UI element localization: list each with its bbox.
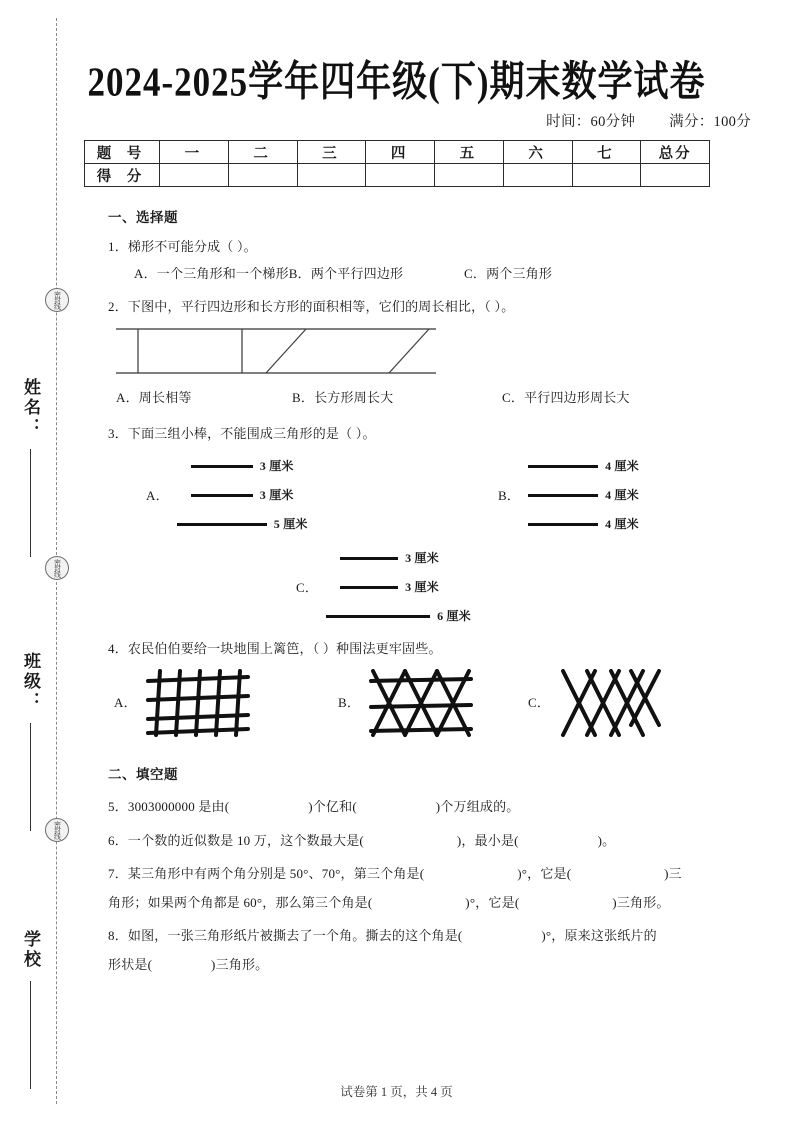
question-5 xyxy=(108,797,718,817)
question-1-option-c[interactable]: C．两个三角形 xyxy=(464,265,553,281)
question-7-line-2-prefix: 角形；如果两个角都是 60°，那么第三个角是( xyxy=(108,894,373,910)
stick-bar-icon xyxy=(528,465,598,468)
student-school-field[interactable] xyxy=(18,930,43,1089)
stick-b-3-label: 4 厘米 xyxy=(605,517,639,532)
stick-a-3-label: 5 厘米 xyxy=(273,517,308,532)
stick-group-c[interactable] xyxy=(296,549,471,625)
exam-meta-info xyxy=(546,110,751,131)
stick-c-2-label: 3 厘米 xyxy=(405,580,439,595)
question-4 xyxy=(108,639,718,747)
zigzag-lattice-fence-icon xyxy=(559,669,663,737)
stick-b-3 xyxy=(528,515,639,533)
stick-c-3-label: 6 厘米 xyxy=(437,609,471,624)
seal-stamp-icon: 密封线 xyxy=(45,556,69,580)
fence-option-a[interactable] xyxy=(114,669,250,737)
stick-bar-icon xyxy=(191,465,253,468)
question-1-options xyxy=(134,264,718,284)
stick-a-1 xyxy=(191,457,308,475)
question-8-line-1-suffix: )°，原来这张纸片的 xyxy=(541,928,657,943)
stick-c-3 xyxy=(326,607,471,625)
student-name-writing-line[interactable] xyxy=(30,449,31,557)
stick-bar-icon xyxy=(191,494,253,497)
question-4-figure-row xyxy=(108,665,718,747)
student-class-label: 班级： xyxy=(21,652,40,712)
score-cell-4[interactable] xyxy=(366,164,435,187)
stick-group-c-letter: C． xyxy=(296,579,319,595)
score-table-col-2: 二 xyxy=(228,141,297,164)
question-8-line-2-prefix: 形状是( xyxy=(108,956,153,972)
student-school-writing-line[interactable] xyxy=(30,981,31,1089)
stick-group-a-letter: A． xyxy=(146,487,169,503)
student-name-field[interactable] xyxy=(18,378,43,557)
stick-a-2 xyxy=(191,486,308,504)
question-7-line-2-mid: )°，它是( xyxy=(465,894,520,910)
question-2-option-a[interactable]: A．周长相等 xyxy=(116,390,192,406)
grid-fence-icon xyxy=(146,669,250,737)
question-2-options xyxy=(116,388,718,408)
page-title: 2024-2025学年四年级(下)期末数学试卷 xyxy=(87,58,706,105)
section-heading-choice: 一、选择题 xyxy=(108,210,178,225)
stick-group-b[interactable] xyxy=(498,457,639,533)
question-2-text: 2．下图中，平行四边形和长方形的面积相等，它们的周长相比，（ ）。 xyxy=(108,299,515,315)
student-name-label: 姓名： xyxy=(21,378,40,438)
question-3-text: 3．下面三组小棒，不能围成三角形的是（ ）。 xyxy=(108,425,376,441)
question-8-line-1-prefix: 8．如图，一张三角形纸片被撕去了一个角。撕去的这个角是( xyxy=(108,928,463,943)
question-2-figure xyxy=(116,327,718,381)
question-5-suffix: )个万组成的。 xyxy=(435,799,520,814)
stick-b-2-label: 4 厘米 xyxy=(605,488,639,503)
score-table-col-3: 三 xyxy=(297,141,366,164)
fence-option-c[interactable] xyxy=(528,669,663,737)
stick-c-2 xyxy=(340,578,471,596)
stick-bar-icon xyxy=(528,494,598,497)
rectangle-parallelogram-strip-icon xyxy=(116,327,436,375)
question-2-option-b[interactable]: B．长方形周长大 xyxy=(292,390,394,406)
score-table-col-5: 五 xyxy=(435,141,504,164)
stick-bar-icon xyxy=(326,615,430,618)
table-row-scores xyxy=(85,164,710,187)
question-7-line-2 xyxy=(108,893,718,913)
question-7-line-2-suffix: )三角形。 xyxy=(612,894,670,910)
stick-bar-icon xyxy=(528,523,598,526)
question-7-line-1-suffix: )三 xyxy=(664,866,682,881)
question-6-prefix: 6．一个数的近似数是 10 万，这个数最大是( xyxy=(108,832,364,848)
question-6-suffix: )。 xyxy=(597,832,616,848)
section-heading-fill-blank: 二、填空题 xyxy=(108,766,178,782)
student-class-field[interactable] xyxy=(18,652,43,831)
question-2 xyxy=(108,297,718,408)
fence-option-b[interactable] xyxy=(338,669,473,737)
question-2-option-c[interactable]: C．平行四边形周长大 xyxy=(502,390,630,406)
fence-option-c-letter: C． xyxy=(528,695,551,710)
score-table-col-4: 四 xyxy=(366,141,435,164)
page-footer: 试卷第 1 页，共 4 页 xyxy=(340,1085,453,1099)
score-table-col-7: 七 xyxy=(572,141,641,164)
question-6 xyxy=(108,831,718,851)
score-table-col-6: 六 xyxy=(503,141,572,164)
sealing-line-margin xyxy=(0,0,90,1122)
stick-b-1 xyxy=(528,457,639,475)
question-1-text: 1．梯形不可能分成（ ）。 xyxy=(108,239,257,255)
question-3-figure-row-2 xyxy=(108,549,718,625)
score-cell-3[interactable] xyxy=(297,164,366,187)
fence-option-a-letter: A． xyxy=(114,695,137,710)
question-1-option-ab[interactable]: A．一个三角形和一个梯形B．两个平行四边形 xyxy=(134,265,404,281)
score-cell-5[interactable] xyxy=(435,164,504,187)
stick-c-1 xyxy=(340,549,471,567)
seal-stamp-icon: 密封线 xyxy=(45,818,69,842)
score-table-col-total: 总分 xyxy=(641,141,710,164)
stick-c-1-label: 3 厘米 xyxy=(405,551,439,566)
stick-a-3 xyxy=(177,515,308,533)
question-4-text: 4．农民伯伯要给一块地围上篱笆，（ ）种围法更牢固些。 xyxy=(108,641,442,657)
question-1 xyxy=(108,237,718,283)
score-cell-2[interactable] xyxy=(228,164,297,187)
question-7 xyxy=(108,864,718,912)
question-7-line-1-mid: )°，它是( xyxy=(517,866,572,881)
student-school-label: 学校 xyxy=(21,930,40,970)
stick-b-2 xyxy=(528,486,639,504)
score-cell-6[interactable] xyxy=(503,164,572,187)
question-7-line-1-prefix: 7．某三角形中有两个角分别是 50°、70°，第三个角是( xyxy=(108,866,425,881)
score-table xyxy=(84,140,710,187)
question-8 xyxy=(108,926,718,974)
student-class-writing-line[interactable] xyxy=(30,723,31,831)
score-cell-7[interactable] xyxy=(572,164,641,187)
stick-bar-icon xyxy=(340,586,398,589)
stick-a-2-label: 3 厘米 xyxy=(259,488,294,503)
stick-bar-icon xyxy=(340,557,398,560)
seal-stamp-icon: 密封线 xyxy=(45,288,69,312)
stick-b-1-label: 4 厘米 xyxy=(605,459,639,474)
score-table-col-1: 一 xyxy=(160,141,229,164)
cross-braced-fence-icon xyxy=(369,669,473,737)
stick-group-b-letter: B． xyxy=(498,487,521,503)
stick-bar-icon xyxy=(177,523,267,526)
exam-body xyxy=(108,208,718,984)
exam-total-score: 满分：100分 xyxy=(669,114,751,130)
score-cell-total[interactable] xyxy=(641,164,710,187)
score-table-row-label: 得 分 xyxy=(85,164,160,187)
question-8-line-2 xyxy=(108,955,718,975)
exam-duration: 时间：60分钟 xyxy=(546,114,636,130)
question-3 xyxy=(108,424,718,626)
table-row-question-numbers xyxy=(85,141,710,164)
question-5-prefix: 5．3003000000 是由( xyxy=(108,799,230,814)
question-5-mid: )个亿和( xyxy=(308,799,357,814)
question-7-line-1 xyxy=(108,864,718,884)
stick-a-1-label: 3 厘米 xyxy=(259,459,294,474)
question-6-mid: )，最小是( xyxy=(456,832,519,848)
question-3-figure-row-1 xyxy=(108,457,718,532)
score-cell-1[interactable] xyxy=(160,164,229,187)
question-8-line-2-suffix: )三角形。 xyxy=(211,956,269,972)
score-table-row-label: 题 号 xyxy=(85,141,160,164)
stick-group-a[interactable] xyxy=(146,457,308,533)
question-8-line-1 xyxy=(108,926,718,946)
fence-option-b-letter: B． xyxy=(338,695,361,710)
